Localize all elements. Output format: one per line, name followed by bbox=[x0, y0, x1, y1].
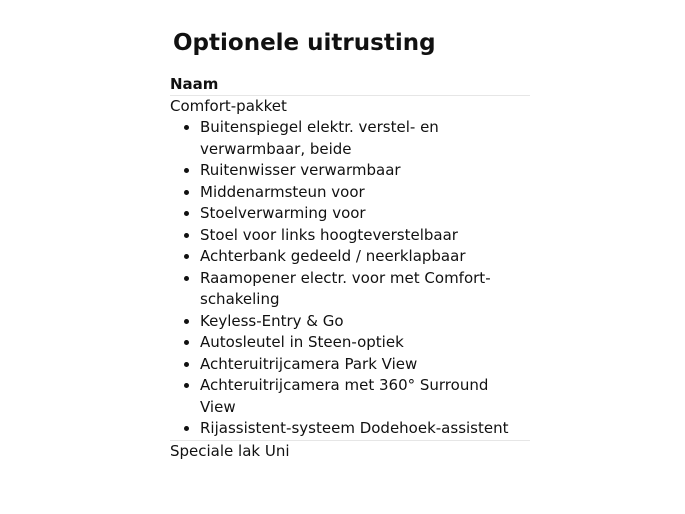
option-name: Speciale lak Uni bbox=[170, 441, 290, 460]
options-table bbox=[170, 74, 530, 462]
list-item: • Keyless-Entry & Go bbox=[200, 311, 530, 333]
option-name: Comfort-pakket bbox=[170, 97, 287, 115]
page-title: Optionele uitrusting bbox=[173, 30, 436, 56]
list-item: • Middenarmsteun voor bbox=[200, 182, 530, 204]
list-item: • Autosleutel in Steen-optiek bbox=[200, 332, 530, 354]
list-item: • Stoelverwarming voor bbox=[200, 203, 530, 225]
options-section bbox=[170, 27, 530, 462]
list-item: • Ruitenwisser verwarmbaar bbox=[200, 160, 530, 182]
list-item: • Rijassistent-systeem Dodehoek-assistent bbox=[200, 418, 530, 440]
list-item: • Achteruitrijcamera met 360° Surround View bbox=[200, 375, 530, 418]
list-item: • Stoel voor links hoogteverstelbaar bbox=[200, 225, 530, 247]
list-item: • Buitenspiegel elektr. verstel- en verwarmbaar, beide bbox=[200, 117, 530, 160]
column-header-name: Naam bbox=[170, 74, 530, 96]
table-row bbox=[170, 96, 530, 441]
table-row bbox=[170, 441, 530, 462]
list-item: • Achteruitrijcamera Park View bbox=[200, 354, 530, 376]
list-item: • Raamopener electr. voor met Comfort-schakeling bbox=[200, 268, 530, 311]
list-item: • Achterbank gedeeld / neerklapbaar bbox=[200, 246, 530, 268]
option-item-list bbox=[170, 117, 530, 440]
